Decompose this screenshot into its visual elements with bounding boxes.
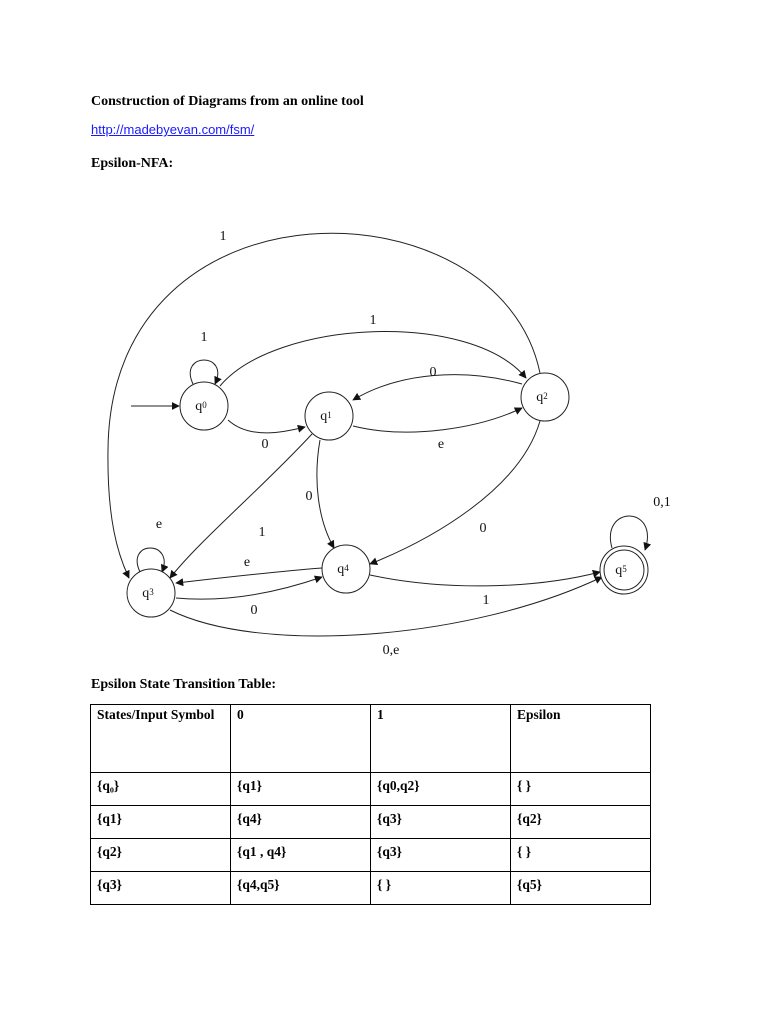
- table-header-cell: 1: [371, 705, 511, 773]
- table-row: [91, 806, 651, 839]
- table-cell: {q2}: [511, 806, 651, 839]
- state-q3: [127, 569, 175, 617]
- table-header-cell: States/Input Symbol: [91, 705, 231, 773]
- epsilon-transition-table: [90, 704, 651, 905]
- state-q2: [521, 373, 569, 421]
- section-heading-epsilon-nfa: Epsilon-NFA:: [91, 156, 174, 171]
- transition-label: 0: [250, 603, 258, 618]
- transition-arrow: [220, 332, 526, 386]
- table-cell: {q1}: [231, 773, 371, 806]
- transition-label: 1: [369, 313, 377, 328]
- transition-label: 0: [429, 365, 437, 380]
- transition-label: 0: [479, 521, 487, 536]
- state-q0: [180, 382, 228, 430]
- table-cell: { }: [371, 872, 511, 905]
- table-header-row: [91, 705, 651, 773]
- state-label: q2: [536, 390, 548, 405]
- page-title: Construction of Diagrams from an online tool: [91, 94, 364, 109]
- transition-arrow: [176, 568, 322, 583]
- state-label: q4: [337, 562, 349, 577]
- transition-label: 1: [219, 229, 227, 244]
- table-cell: { }: [511, 839, 651, 872]
- table-cell: {q2}: [91, 839, 231, 872]
- section-heading-transition-table: Epsilon State Transition Table:: [91, 677, 277, 692]
- transition-label: 1: [482, 593, 490, 608]
- transition-label: e: [155, 517, 163, 532]
- transition-arrow: [170, 577, 602, 636]
- state-label: q5: [615, 563, 627, 578]
- transition-label: 0,1: [653, 495, 671, 510]
- transition-arrow: [353, 375, 522, 400]
- transition-label: e: [437, 437, 445, 452]
- transition-arrow: [137, 548, 164, 572]
- table-cell: {q0,q2}: [371, 773, 511, 806]
- table-cell: {q5}: [511, 872, 651, 905]
- state-label: q0: [195, 399, 207, 414]
- state-label: q3: [142, 586, 154, 601]
- table-cell: {q3}: [371, 839, 511, 872]
- table-cell: {q3}: [91, 872, 231, 905]
- transition-arrow: [610, 516, 647, 550]
- table-row: [91, 839, 651, 872]
- transition-arrow: [370, 572, 600, 586]
- state-label: q1: [320, 409, 332, 424]
- table-cell: {q1 , q4}: [231, 839, 371, 872]
- state-q5: [600, 546, 648, 594]
- transition-arrow: [170, 434, 312, 578]
- transition-label: 1: [200, 330, 208, 345]
- transition-label: 0: [261, 437, 269, 452]
- fsm-tool-link[interactable]: http://madebyevan.com/fsm/: [91, 122, 255, 137]
- table-cell: {q₀}: [91, 773, 231, 806]
- transition-label: e: [243, 555, 251, 570]
- table-cell: {q4}: [231, 806, 371, 839]
- table-header-cell: 0: [231, 705, 371, 773]
- transition-label: 0,e: [382, 643, 400, 658]
- transition-arrow: [317, 440, 334, 548]
- transition-label: 1: [258, 525, 266, 540]
- transition-label: 0: [305, 489, 313, 504]
- state-q4: [322, 545, 370, 593]
- transition-arrow: [190, 360, 217, 384]
- transition-arrow: [370, 421, 540, 564]
- transition-arrow: [353, 408, 522, 432]
- table-cell: {q3}: [371, 806, 511, 839]
- transition-arrow: [228, 420, 305, 433]
- table-cell: { }: [511, 773, 651, 806]
- table-header-cell: Epsilon: [511, 705, 651, 773]
- state-q1: [305, 392, 353, 440]
- table-row: [91, 773, 651, 806]
- table-cell: {q4,q5}: [231, 872, 371, 905]
- table-row: [91, 872, 651, 905]
- epsilon-nfa-diagram: [0, 200, 768, 670]
- table-cell: {q1}: [91, 806, 231, 839]
